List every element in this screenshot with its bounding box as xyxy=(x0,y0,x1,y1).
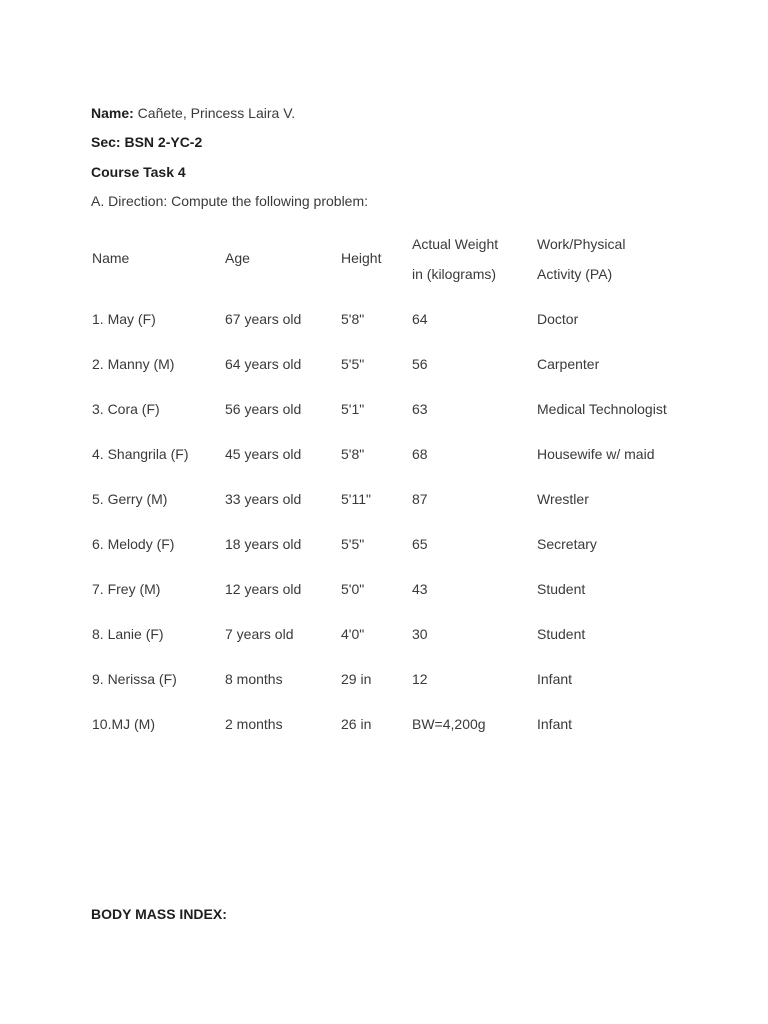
row-name: 8. Lanie (F) xyxy=(92,626,164,642)
row-height: 26 in xyxy=(341,716,372,732)
row-height: 5'5" xyxy=(341,536,365,552)
row-weight: 30 xyxy=(412,626,428,642)
bmi-section-title: BODY MASS INDEX: xyxy=(91,906,227,922)
row-activity: Student xyxy=(537,626,586,642)
row-name: 4. Shangrila (F) xyxy=(92,446,189,462)
student-name-line xyxy=(91,105,295,121)
row-age: 67 years old xyxy=(225,311,302,327)
row-height: 5'0" xyxy=(341,581,365,597)
row-activity: Infant xyxy=(537,671,573,687)
row-age: 7 years old xyxy=(225,626,294,642)
row-name: 7. Frey (M) xyxy=(92,581,161,597)
header-height: Height xyxy=(341,250,382,266)
row-activity: Student xyxy=(537,581,586,597)
row-weight: BW=4,200g xyxy=(412,716,486,732)
row-activity: Wrestler xyxy=(537,491,589,507)
table-header-row xyxy=(92,232,712,282)
row-weight: 64 xyxy=(412,311,428,327)
row-name: 10.MJ (M) xyxy=(92,716,155,732)
row-age: 56 years old xyxy=(225,401,302,417)
row-height: 5'8" xyxy=(341,311,365,327)
header-activity-line2: Activity (PA) xyxy=(537,266,613,282)
row-age: 12 years old xyxy=(225,581,302,597)
row-name: 9. Nerissa (F) xyxy=(92,671,177,687)
row-activity: Doctor xyxy=(537,311,579,327)
row-age: 45 years old xyxy=(225,446,302,462)
row-weight: 63 xyxy=(412,401,428,417)
table-row xyxy=(92,356,712,376)
table-row xyxy=(92,716,712,736)
row-height: 5'5" xyxy=(341,356,365,372)
row-weight: 43 xyxy=(412,581,428,597)
course-task-title: Course Task 4 xyxy=(91,164,186,180)
table-row xyxy=(92,401,712,421)
row-activity: Carpenter xyxy=(537,356,600,372)
row-activity: Infant xyxy=(537,716,573,732)
name-value: Cañete, Princess Laira V. xyxy=(133,105,296,121)
row-height: 29 in xyxy=(341,671,372,687)
row-activity: Secretary xyxy=(537,536,597,552)
row-activity: Medical Technologist xyxy=(537,401,667,417)
table-row xyxy=(92,491,712,511)
row-weight: 65 xyxy=(412,536,428,552)
section-line: Sec: BSN 2-YC-2 xyxy=(91,134,203,150)
table-row xyxy=(92,671,712,691)
row-height: 4'0" xyxy=(341,626,365,642)
row-height: 5'1" xyxy=(341,401,365,417)
row-age: 64 years old xyxy=(225,356,302,372)
row-activity: Housewife w/ maid xyxy=(537,446,655,462)
row-height: 5'11" xyxy=(341,491,371,507)
direction-text: A. Direction: Compute the following problem: xyxy=(91,193,369,209)
row-age: 8 months xyxy=(225,671,283,687)
table-row xyxy=(92,536,712,556)
row-weight: 68 xyxy=(412,446,428,462)
header-age: Age xyxy=(225,250,250,266)
table-row xyxy=(92,311,712,331)
table-row xyxy=(92,626,712,646)
header-weight-line1: Actual Weight xyxy=(412,236,499,252)
row-age: 2 months xyxy=(225,716,283,732)
row-weight: 12 xyxy=(412,671,428,687)
table-row xyxy=(92,446,712,466)
row-weight: 56 xyxy=(412,356,428,372)
row-name: 2. Manny (M) xyxy=(92,356,175,372)
header-name: Name xyxy=(92,250,130,266)
row-name: 3. Cora (F) xyxy=(92,401,160,417)
row-name: 5. Gerry (M) xyxy=(92,491,168,507)
row-age: 33 years old xyxy=(225,491,302,507)
name-label: Name: xyxy=(91,105,134,121)
row-height: 5'8" xyxy=(341,446,365,462)
table-row xyxy=(92,581,712,601)
row-name: 6. Melody (F) xyxy=(92,536,175,552)
row-weight: 87 xyxy=(412,491,428,507)
row-age: 18 years old xyxy=(225,536,302,552)
header-weight-line2: in (kilograms) xyxy=(412,266,497,282)
row-name: 1. May (F) xyxy=(92,311,156,327)
header-activity-line1: Work/Physical xyxy=(537,236,626,252)
